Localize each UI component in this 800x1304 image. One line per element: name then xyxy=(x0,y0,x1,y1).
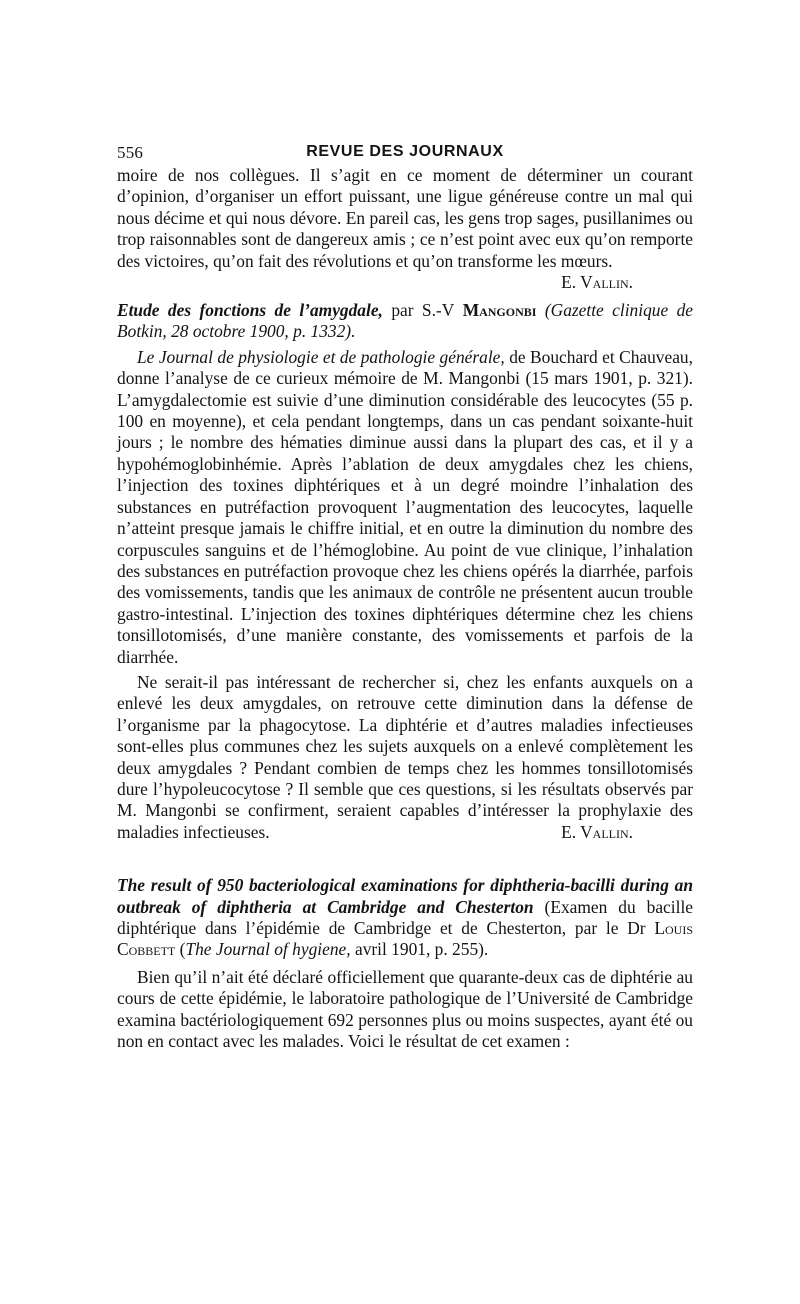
article3-title-summary: (Examen du bacille diphtérique dans l’épidémie de Cambridge et de Chesterton, par le xyxy=(117,896,693,938)
article2-author: Mangonbi xyxy=(462,300,537,321)
page xyxy=(117,143,693,1052)
article2-signature: E. Vallin. xyxy=(561,821,633,842)
article2-journal-citation: Le Journal de physiologie et de pathologie générale, xyxy=(137,346,505,367)
article2-paragraph-2-text: Ne serait-il pas intéressant de rechercher si, chez les enfants auxquels on a enlevé les deux amygdales, on retrouve cette diminution dans la défense de l’organisme par la phagocytose. La diphtérie et d’autres maladies infectieuses sont-elles plus communes chez les sujets auxquels on a enlevé complètement les deux amygdales ? Pendant combien de temps chez les hommes tonsillotomisés dure l’hypoleucocytose ? Il semble que ces questions, si les résultats observés par M. Mangonbi se confirment, seraient capables d’intéresser la prophylaxie des maladies infectieuses. xyxy=(117,671,693,842)
running-title: REVUE DES JOURNAUX xyxy=(306,143,504,160)
article3-title-dr: Dr xyxy=(627,918,646,938)
article3-date: avril 1901, p. 255). xyxy=(354,939,489,960)
article3-journal: The Journal of hygiene, xyxy=(185,939,351,960)
article3-title-open: ( xyxy=(179,939,186,960)
article2-paragraph-1-text: de Bouchard et Chauveau, donne l’analyse de ce curieux mémoire de M. Mangonbi (15 mars 1901, p. 321). L’amygdalectomie est suivie d’une diminution considérable des leucocytes (55 p. 100 en moyenne), et cela pendant longtemps, dans un cas pendant soixante-huit jours ; le nombre des hématies diminue aussi dans la plupart des cas, et il y a hypohémoglobinhémie. Après l’ablation de deux amygdales chez les chiens, l’injection des toxines diphtériques et à un degré moindre l’inhalation des substances en putréfaction provoquent l’augmentation des leucocytes, laquelle n’atteint presque jamais le chiffre initial, et en outre la diminution du nombre des corpuscules sanguins et de l’hémoglobine. Au point de vue clinique, l’inhalation des substances en putréfaction provoque chez les chiens opérés la diarrhée, parfois des vomissements, tandis que les animaux de contrôle ne présentent aucun trouble gastro-intestinal. L’injection des toxines diphtériques détermine chez les chiens tonsillotomisés, d’une manière constante, des vomissements et parfois de la diarrhée. xyxy=(117,346,693,667)
article3-title-english: The result of 950 bacteriological examinations for diphtheria-bacilli during an outbreak of diphtheria at Cambridge and Chesterton xyxy=(117,875,693,917)
article3-title xyxy=(117,875,693,961)
article1-closing-paragraph xyxy=(117,165,693,293)
page-number: 556 xyxy=(117,143,144,162)
article3-paragraph-1-text: Bien qu’il n’ait été déclaré officiellement que quarante-deux cas de diphtérie au cours de cette épidémie, le laboratoire pathologique de l’Université de Cambridge examina bactériologiquement 692 personnes plus ou moins suspectes, ayant été ou non en contact avec les malades. Voici le résultat de cet examen : xyxy=(117,966,693,1052)
article3-paragraph-1 xyxy=(117,967,693,1053)
article2-paragraph-2 xyxy=(117,672,693,843)
article1-text: moire de nos collègues. Il s’agit en ce moment de déterminer un courant d’opinion, d’organiser un effort puissant, une ligue généreuse contre un mal qui nous décime et qui nous dévore. En pareil cas, les gens trop sages, pusillanimes ou trop raisonnables sont de dangereux amis ; ce n’est point avec eux qu’on remporte des victoires, qu’on fait des révolutions et qu’on transforme les mœurs. xyxy=(117,165,693,271)
article2-title xyxy=(117,300,693,343)
article2-source: (Gazette clinique de Botkin, 28 octobre 1900, p. 1332). xyxy=(117,300,693,342)
running-head xyxy=(117,143,693,165)
article2-paragraph-1 xyxy=(117,347,693,668)
article3-author: Louis Cobbett xyxy=(117,918,693,960)
article2-title-main: Etude des fonctions de l’amygdale, xyxy=(117,300,383,321)
article1-signature: E. Vallin. xyxy=(561,272,633,293)
article2-title-par: par S.-V xyxy=(391,300,455,321)
